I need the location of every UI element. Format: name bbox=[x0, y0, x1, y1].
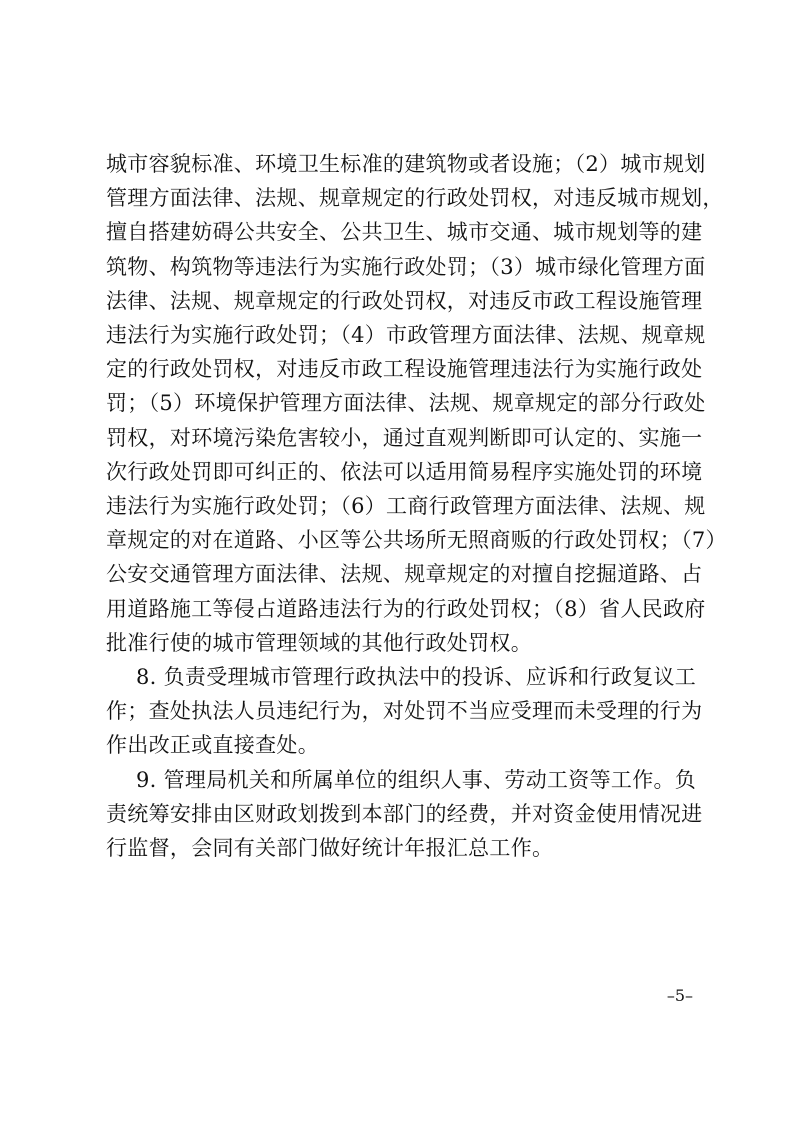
text-line: 法律、法规、规章规定的行政处罚权，对违反市政工程设施管理 bbox=[106, 288, 703, 313]
text-line: 违法行为实施行政处罚；（6）工商行政管理方面法律、法规、规 bbox=[106, 494, 706, 519]
text-line: 筑物、构筑物等违法行为实施行政处罚；（3）城市绿化管理方面 bbox=[106, 254, 706, 279]
text-line: 次行政处罚即可纠正的、依法可以适用简易程序实施处罚的环境 bbox=[106, 459, 703, 484]
text-line: 定的行政处罚权，对违反市政工程设施管理违法行为实施行政处 bbox=[106, 357, 703, 382]
text-line: 8. 负责受理城市管理行政执法中的投诉、应诉和行政复议工 bbox=[136, 665, 697, 690]
paragraph-9 bbox=[106, 763, 703, 866]
text-line: 城市容貌标准、环境卫生标准的建筑物或者设施；（2）城市规划 bbox=[106, 152, 706, 176]
text-line: 擅自搭建妨碍公共安全、公共卫生、城市交通、城市规划等的建 bbox=[106, 220, 703, 245]
text-line: 责统筹安排由区财政划拨到本部门的经费，并对资金使用情况进 bbox=[106, 801, 703, 826]
text-line: 章规定的对在道路、小区等公共场所无照商贩的行政处罚权；（7） bbox=[106, 528, 727, 553]
text-line: 管理方面法律、法规、规章规定的行政处罚权，对违反城市规划， bbox=[106, 186, 724, 211]
text-line: 作出改正或直接查处。 bbox=[106, 733, 319, 758]
text-line: 批准行使的城市管理领域的其他行政处罚权。 bbox=[106, 630, 532, 655]
paragraph-8 bbox=[106, 660, 703, 763]
text-line: 行监督，会同有关部门做好统计年报汇总工作。 bbox=[106, 836, 554, 861]
text-line: 罚权，对环境污染危害较小，通过直观判断即可认定的、实施一 bbox=[106, 425, 703, 450]
page-number: –5– bbox=[666, 986, 693, 1005]
text-line: 罚；（5）环境保护管理方面法律、法规、规章规定的部分行政处 bbox=[106, 391, 706, 416]
document-body bbox=[106, 147, 727, 865]
paragraph-continued bbox=[106, 147, 727, 660]
text-line: 违法行为实施行政处罚；（4）市政管理方面法律、法规、规章规 bbox=[106, 323, 706, 348]
text-line: 用道路施工等侵占道路违法行为的行政处罚权；（8）省人民政府 bbox=[106, 596, 706, 621]
text-line: 公安交通管理方面法律、法规、规章规定的对擅自挖掘道路、占 bbox=[106, 562, 703, 587]
text-line: 9. 管理局机关和所属单位的组织人事、劳动工资等工作。负 bbox=[136, 767, 697, 792]
text-line: 作；查处执法人员违纪行为，对处罚不当应受理而未受理的行为 bbox=[106, 699, 703, 724]
